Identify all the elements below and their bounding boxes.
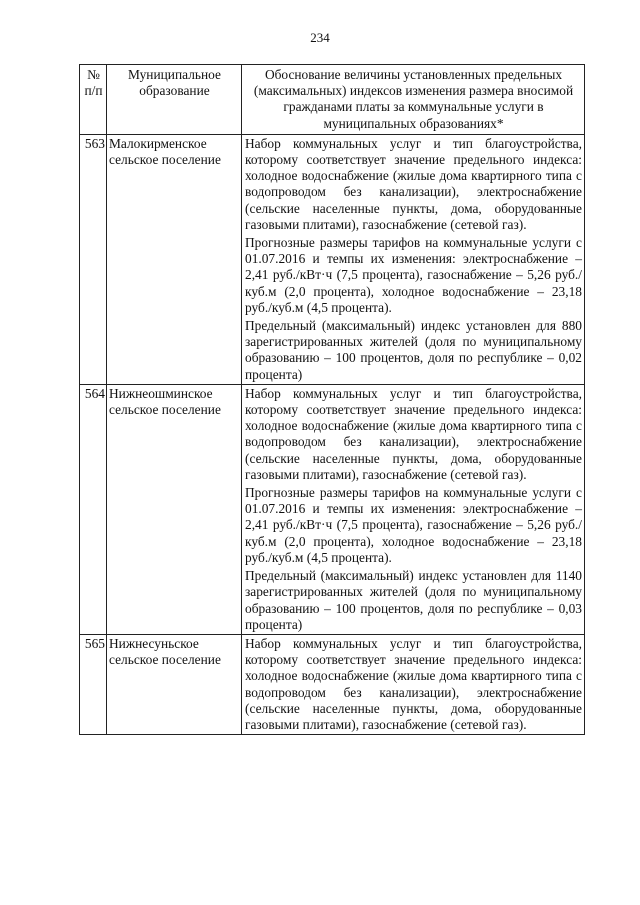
justification-cell (242, 384, 585, 634)
index-paragraph: Предельный (максимальный) индекс установлен для 880 зарегистрированных жителей (доля по муниципальному образованию – 100 процентов, доля по республике – 0,02 процента) (245, 318, 582, 382)
table-header-row (80, 65, 585, 135)
row-number: 564 (80, 384, 107, 634)
table-row (80, 134, 585, 384)
header-municipality: Муниципальное образование (107, 65, 242, 135)
services-paragraph: Набор коммунальных услуг и тип благоустройства, которому соответствует значение предельного индекса: холодное водоснабжение (жилые дома квартирного типа с водопроводом без канализации), электроснабжение (сельские населенные пункты, дома, оборудованные газовыми плитами), газоснабжение (сетевой газ). (245, 135, 582, 232)
municipality-name: Малокирменское сельское поселение (107, 134, 242, 384)
table-row (80, 634, 585, 734)
header-num: № п/п (80, 65, 107, 135)
header-justification: Обоснование величины установленных предельных (максимальных) индексов изменения размера вносимой гражданами платы за коммунальные услуги в муниципальных образованиях* (242, 65, 585, 135)
justification-cell (242, 134, 585, 384)
justification-cell (242, 634, 585, 734)
municipality-name: Нижнесуньское сельское поселение (107, 634, 242, 734)
row-number: 563 (80, 134, 107, 384)
tariffs-paragraph: Прогнозные размеры тарифов на коммунальные услуги с 01.07.2016 и темпы их изменения: электроснабжение – 2,41 руб./кВт·ч (7,5 процента), газоснабжение – 5,26 руб./куб.м (2,0 процента), холодное водоснабжение – 23,18 руб./куб.м (4,5 процента). (245, 235, 582, 315)
page-number: 234 (310, 30, 330, 45)
tariffs-paragraph: Прогнозные размеры тарифов на коммунальные услуги с 01.07.2016 и темпы их изменения: электроснабжение – 2,41 руб./кВт·ч (7,5 процента), газоснабжение – 5,26 руб./куб.м (2,0 процента), холодное водоснабжение – 23,18 руб./куб.м (4,5 процента). (245, 485, 582, 565)
services-paragraph: Набор коммунальных услуг и тип благоустройства, которому соответствует значение предельного индекса: холодное водоснабжение (жилые дома квартирного типа с водопроводом без канализации), электроснабжение (сельские населенные пункты, дома, оборудованные газовыми плитами), газоснабжение (сетевой газ). (245, 385, 582, 482)
municipality-name: Нижнеошминское сельское поселение (107, 384, 242, 634)
tariff-index-table (79, 64, 585, 735)
table-row (80, 384, 585, 634)
services-paragraph: Набор коммунальных услуг и тип благоустройства, которому соответствует значение предельного индекса: холодное водоснабжение (жилые дома квартирного типа с водопроводом без канализации), электроснабжение (сельские населенные пункты, дома, оборудованные газовыми плитами), газоснабжение (сетевой газ). (245, 635, 582, 732)
index-paragraph: Предельный (максимальный) индекс установлен для 1140 зарегистрированных жителей (доля по муниципальному образованию – 100 процентов, доля по республике – 0,03 процента) (245, 568, 582, 632)
row-number: 565 (80, 634, 107, 734)
